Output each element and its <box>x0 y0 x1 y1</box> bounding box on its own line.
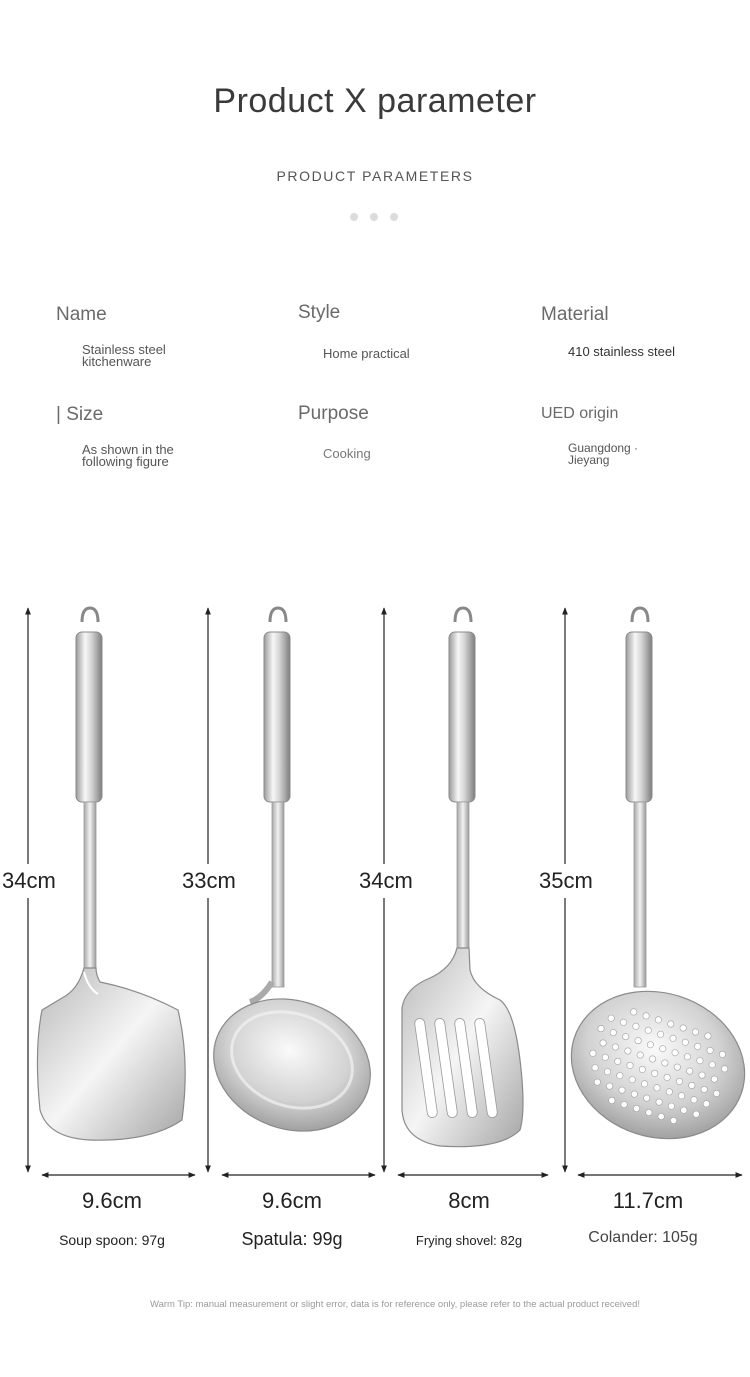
param-label-style: Style <box>298 302 341 323</box>
skimmer-hole <box>707 1047 713 1053</box>
weight-label: Colander: 105g <box>588 1229 698 1246</box>
skimmer-hole <box>649 1056 655 1062</box>
skimmer-hole <box>620 1019 626 1025</box>
skimmer-hole <box>660 1046 666 1052</box>
skimmer-hole <box>598 1025 604 1031</box>
spatula-head-icon <box>37 608 185 1140</box>
page-title: Product X parameter <box>213 82 537 120</box>
weight-label: Soup spoon: 97g <box>59 1232 165 1248</box>
width-label: 9.6cm <box>262 1188 322 1213</box>
skimmer-hole <box>674 1064 680 1070</box>
skimmer-hole <box>606 1083 612 1089</box>
skimmer-hole <box>692 1029 698 1035</box>
skimmer-hole <box>592 1065 598 1071</box>
skimmer-hole <box>676 1078 682 1084</box>
skimmer-hole <box>705 1033 711 1039</box>
skimmer-hole <box>639 1066 645 1072</box>
skimmer-hole <box>672 1050 678 1056</box>
skimmer-hole <box>647 1042 653 1048</box>
skimmer-hole <box>602 1054 608 1060</box>
skimmer-hole <box>612 1044 618 1050</box>
slotted-turner-head-icon <box>402 608 523 1147</box>
skimmer-hole <box>699 1072 705 1078</box>
param-value-purpose: Cooking <box>323 446 371 461</box>
skimmer-hole <box>680 1025 686 1031</box>
width-label: 8cm <box>448 1188 490 1213</box>
param-value-name: Stainless steel kitchenware <box>82 342 166 369</box>
skimmer-hole <box>701 1086 707 1092</box>
skimmer-hole <box>689 1082 695 1088</box>
skimmer-hole <box>635 1037 641 1043</box>
skimmer-hole <box>670 1117 676 1123</box>
skimmer-hole <box>654 1085 660 1091</box>
param-value-origin: Guangdong · Jieyang <box>568 441 639 467</box>
skimmer-hole <box>590 1050 596 1056</box>
skimmer-hole <box>695 1043 701 1049</box>
decorative-dots <box>350 213 400 221</box>
skimmer-hole <box>687 1068 693 1074</box>
skimmer-hole <box>619 1087 625 1093</box>
skimmer-hole <box>668 1103 674 1109</box>
param-value-style: Home practical <box>323 346 410 361</box>
page-subtitle: PRODUCT PARAMETERS <box>276 168 474 184</box>
height-label: 34cm <box>359 864 413 898</box>
skimmer-hole <box>604 1069 610 1075</box>
skimmer-hole <box>713 1090 719 1096</box>
skimmer-hole <box>594 1079 600 1085</box>
dot <box>390 213 398 221</box>
param-value-material: 410 stainless steel <box>568 344 675 359</box>
height-label: 35cm <box>539 864 593 898</box>
skimmer-hole <box>621 1101 627 1107</box>
skimmer-hole <box>711 1076 717 1082</box>
skimmer-hole <box>684 1054 690 1060</box>
skimmer-hole <box>670 1035 676 1041</box>
dot <box>370 213 378 221</box>
weight-label: Frying shovel: 82g <box>415 1233 523 1248</box>
height-label: 33cm <box>182 864 236 898</box>
skimmer-hole <box>625 1048 631 1054</box>
skimmer-hole <box>693 1111 699 1117</box>
skimmer-hole <box>682 1039 688 1045</box>
param-label-size: | Size <box>56 404 104 425</box>
skimmer-hole <box>631 1091 637 1097</box>
dot <box>350 213 358 221</box>
param-label-name: Name <box>56 304 107 325</box>
skimmer-hole <box>617 1073 623 1079</box>
warm-tip: Warm Tip: manual measurement or slight error, data is for reference only, please refer to the actual product received! <box>149 1299 640 1310</box>
param-value-size: As shown in the following figure <box>82 442 174 469</box>
skimmer-hole <box>627 1062 633 1068</box>
skimmer-hole <box>657 1031 663 1037</box>
skimmer-hole <box>644 1095 650 1101</box>
skimmer-hole <box>681 1107 687 1113</box>
skimmer-hole <box>600 1040 606 1046</box>
skimmer-hole <box>664 1074 670 1080</box>
skimmer-hole <box>610 1029 616 1035</box>
skimmer-hole <box>655 1017 661 1023</box>
height-label: 34cm <box>2 864 56 898</box>
skimmer-hole <box>615 1058 621 1064</box>
skimmer-hole <box>609 1097 615 1103</box>
skimmer-hole <box>662 1060 668 1066</box>
skimmer-hole <box>678 1093 684 1099</box>
weight-label: Spatula: 99g <box>241 1229 343 1249</box>
skimmer-hole <box>641 1081 647 1087</box>
skimmer-hole <box>656 1099 662 1105</box>
skimmer-hole <box>721 1066 727 1072</box>
width-label: 11.7cm <box>612 1188 684 1213</box>
skimmer-hole <box>697 1058 703 1064</box>
skimmer-hole <box>633 1023 639 1029</box>
param-label-origin: UED origin <box>541 405 619 422</box>
skimmer-hole <box>637 1052 643 1058</box>
skimmer-hole <box>709 1062 715 1068</box>
skimmer-hole <box>658 1113 664 1119</box>
skimmer-hole <box>608 1015 614 1021</box>
skimmer-hole <box>666 1089 672 1095</box>
utensils-illustration <box>0 590 750 1210</box>
skimmer-hole <box>629 1077 635 1083</box>
param-label-purpose: Purpose <box>298 403 369 424</box>
skimmer-hole <box>631 1009 637 1015</box>
skimmer-hole <box>623 1033 629 1039</box>
skimmer-hole <box>645 1027 651 1033</box>
skimmer-hole <box>633 1105 639 1111</box>
skimmer-hole <box>652 1070 658 1076</box>
skimmer-hole <box>646 1109 652 1115</box>
skimmer-hole <box>691 1097 697 1103</box>
skimmer-hole <box>703 1101 709 1107</box>
skimmer-hole <box>668 1021 674 1027</box>
width-label: 9.6cm <box>82 1188 142 1213</box>
skimmer-hole <box>643 1013 649 1019</box>
param-label-material: Material <box>541 304 609 325</box>
skimmer-hole <box>719 1051 725 1057</box>
